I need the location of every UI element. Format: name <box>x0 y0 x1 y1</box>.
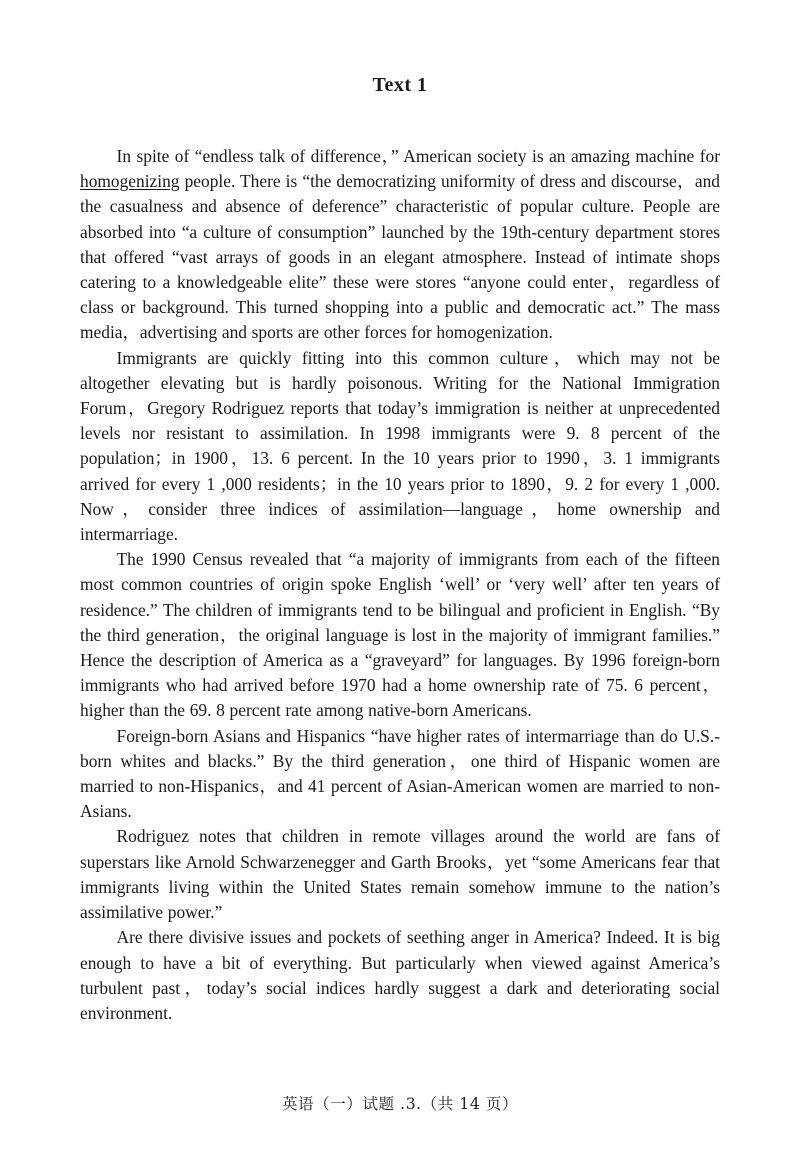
text-run: Rodriguez notes that children in remote villages around the world are fans of superstars like Arnold Schwarzenegger and Garth Brooks，yet “some Americans fear that immigrants living within the United States remain somehow immune to the nation’s assimilative power.” <box>80 826 720 923</box>
text-run: Are there divisive issues and pockets of seething anger in America? Indeed. It is big enough to have a bit of everything. But particularly when viewed against America’s turbulent past，today’s social indices hardly suggest a dark and deteriorating social environment. <box>80 927 720 1023</box>
paragraph-3 <box>80 547 720 723</box>
paragraph-1 <box>80 144 720 346</box>
page-title: Text 1 <box>372 74 428 96</box>
text-run: people. There is “the democratizing uniformity of dress and discourse，and the casualness and absence of deference” characteristic of popular culture. People are absorbed into “a culture of consumption” launched by the 19th-century department stores that offered “vast arrays of goods in an elegant atmosphere. Instead of intimate shops catering to a knowledgeable elite” these were stores “anyone could enter，regardless of class or background. This turned shopping into a public and democratic act.” The mass media，advertising and sports are other forces for homogenization. <box>80 171 720 343</box>
text-run: Immigrants are quickly fitting into this common culture，which may not be altogether elevating but is hardly poisonous. Writing for the National Immigration Forum，Gregory Rodriguez reports that today’s immigration is neither at unprecedented levels nor resistant to assimilation. In 1998 immigrants were 9. 8 percent of the population；in 1900，13. 6 percent. In the 10 years prior to 1990，3. 1 immigrants arrived for every 1 ,000 residents；in the 10 years prior to 1890，9. 2 for every 1 ,000. Now，consider three indices of assimilation—language，home ownership and intermarriage. <box>80 347 720 545</box>
text-run: Foreign-born Asians and Hispanics “have higher rates of intermarriage than do U.S.-born whites and blacks.” By the third generation，one third of Hispanic women are married to non-Hispanics，and 41 percent of Asian-American women are married to non-Asians. <box>80 725 720 822</box>
footer-text: 英语（一）试题 .3.（共 14 页） <box>281 1095 519 1113</box>
page-footer <box>0 1092 800 1114</box>
text-run: In spite of “endless talk of difference，” American society is an amazing machine for <box>116 146 720 166</box>
text-run: The 1990 Census revealed that “a majority of immigrants from each of the fifteen most common countries of origin spoke English ‘well’ or ‘very well’ after ten years of residence.” The children of immigrants tend to be bilingual and proficient in English. “By the third generation，the original language is lost in the majority of immigrant families.” Hence the description of America as a “graveyard” for languages. By 1996 foreign-born immigrants who had arrived before 1970 had a home ownership rate of 75. 6 percent，higher than the 69. 8 percent rate among native-born Americans. <box>80 549 720 721</box>
paragraph-6 <box>80 925 720 1026</box>
passage-body <box>80 144 720 1026</box>
underlined-term: homogenizing <box>80 171 180 192</box>
paragraph-2 <box>80 346 720 548</box>
paragraph-5 <box>80 824 720 925</box>
paragraph-4 <box>80 724 720 825</box>
